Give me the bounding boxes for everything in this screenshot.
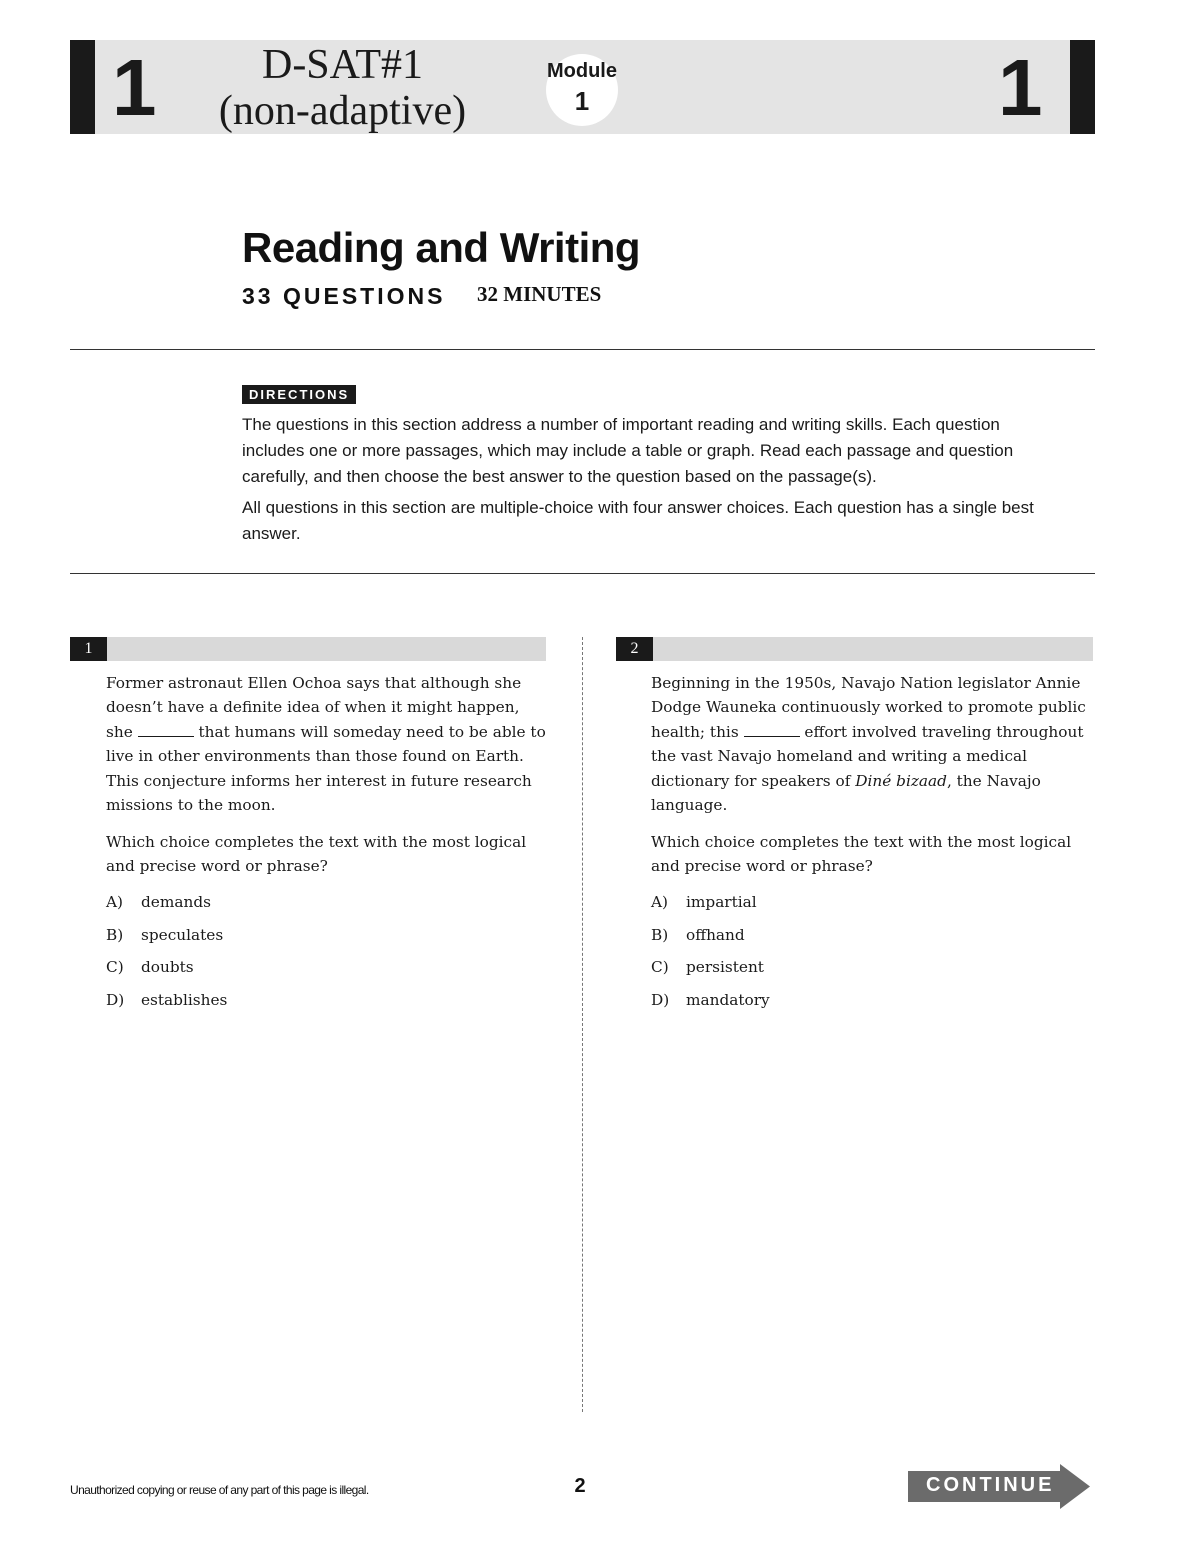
directions-paragraph-2: All questions in this section are multiple-choice with four answer choices. Each question has a single best answer. bbox=[242, 498, 1034, 543]
column-divider bbox=[582, 637, 583, 1412]
test-title bbox=[190, 42, 495, 134]
question-1-header-bar bbox=[70, 637, 546, 661]
question-2-choice-d[interactable]: D) mandatory bbox=[651, 990, 770, 1009]
continue-label: CONTINUE bbox=[926, 1474, 1055, 1496]
divider-top bbox=[70, 349, 1095, 350]
question-1-passage: Former astronaut Ellen Ochoa says that although she doesn’t have a definite idea of when it might happen, she that humans will someday need to be able to live in other environments than those found on Earth. This conjecture informs her interest in future research missions to the moon. bbox=[106, 674, 546, 815]
question-2-header-bar bbox=[616, 637, 1093, 661]
question-2-passage: Beginning in the 1950s, Navajo Nation legislator Annie Dodge Wauneka continuously worked to promote public health; this effort involved traveling throughout the vast Navajo homeland and writing a medical dictionary for speakers of Diné bizaad, the Navajo language. bbox=[651, 674, 1086, 815]
section-number-left: 1 bbox=[112, 43, 157, 132]
test-title-line1: D-SAT#1 bbox=[261, 42, 423, 88]
question-1-choice-d[interactable]: D) establishes bbox=[106, 990, 228, 1009]
section-number-right: 1 bbox=[998, 43, 1043, 132]
directions-paragraph-1: The questions in this section address a number of important reading and writing skills. Each question includes one or more passages, which may include a table or graph. Read each passage and question carefully, and then choose the best answer to the question based on the passage(s). bbox=[242, 415, 1014, 486]
question-1-prompt: Which choice completes the text with the most logical and precise word or phrase? bbox=[106, 833, 527, 876]
answer-blank bbox=[744, 722, 800, 737]
question-count: 33 QUESTIONS bbox=[242, 283, 446, 309]
module-label: Module bbox=[547, 60, 617, 82]
question-1-choice-c[interactable]: C) doubts bbox=[106, 958, 194, 976]
question-2-choices bbox=[651, 893, 1091, 1023]
divider-bottom bbox=[70, 573, 1095, 574]
question-1-choice-b[interactable]: B) speculates bbox=[106, 925, 224, 944]
test-title-line2: (non-adaptive) bbox=[218, 88, 467, 134]
question-2-choice-a[interactable]: A) impartial bbox=[651, 893, 757, 911]
header-left-bar bbox=[70, 40, 95, 134]
question-2-choice-b[interactable]: B) offhand bbox=[651, 925, 745, 944]
page-number: 2 bbox=[574, 1475, 586, 1497]
question-2-choice-c[interactable]: C) persistent bbox=[651, 958, 764, 976]
directions-badge: DIRECTIONS bbox=[242, 385, 356, 404]
question-1-choice-a[interactable]: A) demands bbox=[106, 893, 211, 911]
copyright-notice: Unauthorized copying or reuse of any part of this page is illegal. bbox=[70, 1483, 369, 1497]
answer-blank bbox=[138, 722, 194, 737]
module-number: 1 bbox=[574, 86, 590, 116]
time-limit: 32 MINUTES bbox=[477, 282, 602, 306]
question-2-prompt: Which choice completes the text with the most logical and precise word or phrase? bbox=[651, 833, 1072, 876]
question-2-number: 2 bbox=[616, 637, 653, 661]
question-1-number: 1 bbox=[70, 637, 107, 661]
section-title: Reading and Writing bbox=[242, 224, 641, 271]
header-right-bar bbox=[1070, 40, 1095, 134]
question-1-choices bbox=[106, 893, 546, 1023]
